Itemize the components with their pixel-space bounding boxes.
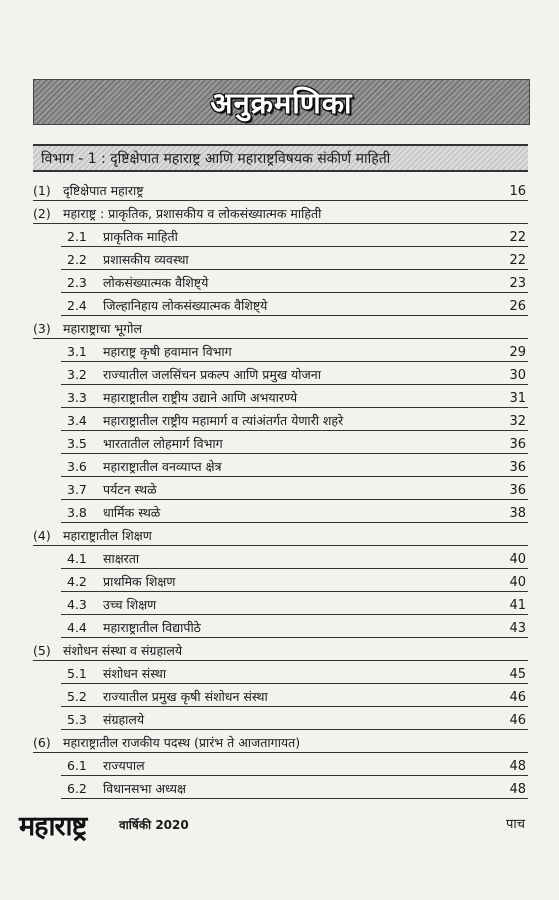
toc-label: महाराष्ट्रातील वनव्याप्त क्षेत्र: [103, 459, 222, 474]
toc-item-row: [61, 408, 528, 431]
toc-number: 5.2: [67, 689, 87, 704]
toc-item-row: [61, 362, 528, 385]
toc-item-row: [61, 431, 528, 454]
toc-chapter-row: [33, 638, 528, 661]
toc-number: 6.1: [67, 758, 87, 773]
toc-label: महाराष्ट्रातील विद्यापीठे: [103, 620, 201, 635]
toc-item-row: [61, 454, 528, 477]
toc-item-row: [61, 224, 528, 247]
toc-page-number: 45: [509, 667, 526, 682]
toc-chapter-row: [33, 316, 528, 339]
toc-page-number: 40: [509, 575, 526, 590]
toc-page-number: 29: [509, 345, 526, 360]
toc-label: भारतातील लोहमार्ग विभाग: [103, 436, 223, 451]
toc-label: महाराष्ट्र कृषी हवामान विभाग: [103, 344, 232, 359]
toc-page-number: 32: [509, 414, 526, 429]
section-heading: [33, 144, 528, 172]
toc-page-number: 22: [509, 230, 526, 245]
toc-item-row: [61, 270, 528, 293]
toc-label: महाराष्ट्रातील राजकीय पदस्थ (प्रारंभ ते आजतागायत): [63, 735, 301, 750]
toc-number: 5.1: [67, 666, 87, 681]
toc-label: महाराष्ट्रातील शिक्षण: [63, 528, 152, 543]
toc-label: महाराष्ट्र : प्राकृतिक, प्रशासकीय व लोकसंख्यात्मक माहिती: [63, 206, 322, 221]
toc-item-row: [61, 385, 528, 408]
toc-number: 3.4: [67, 413, 87, 428]
toc-number: 5.3: [67, 712, 87, 727]
toc-page-number: 22: [509, 253, 526, 268]
toc-page-number: 48: [509, 759, 526, 774]
toc-number: 4.1: [67, 551, 87, 566]
toc-number: 3.1: [67, 344, 87, 359]
toc-number: 3.5: [67, 436, 87, 451]
toc-item-row: [61, 477, 528, 500]
toc-item-row: [61, 546, 528, 569]
toc-page-number: 36: [509, 460, 526, 475]
toc-label: संशोधन संस्था: [103, 666, 167, 681]
toc-page-number: 43: [509, 621, 526, 636]
toc-number: 3.7: [67, 482, 87, 497]
toc-label: राज्यपाल: [103, 758, 145, 773]
section-heading-text: विभाग - 1 : दृष्टिक्षेपात महाराष्ट्र आणि महाराष्ट्रविषयक संकीर्ण माहिती: [41, 150, 391, 167]
toc-item-row: [61, 293, 528, 316]
toc-item-row: [61, 615, 528, 638]
toc-number: (4): [33, 528, 51, 543]
toc-label: साक्षरता: [103, 551, 140, 566]
toc-number: (2): [33, 206, 51, 221]
toc-page-number: 36: [509, 437, 526, 452]
toc-label: उच्च शिक्षण: [103, 597, 157, 612]
toc-number: 4.4: [67, 620, 87, 635]
toc-label: संशोधन संस्था व संग्रहालये: [63, 643, 183, 658]
toc-number: 4.3: [67, 597, 87, 612]
toc-number: (6): [33, 735, 51, 750]
toc-item-row: [61, 339, 528, 362]
toc-label: पर्यटन स्थळे: [103, 482, 157, 497]
toc-number: 2.2: [67, 252, 87, 267]
toc-page-number: 16: [509, 184, 526, 199]
toc-page-number: 26: [509, 299, 526, 314]
table-of-contents: [33, 178, 528, 799]
toc-label: राज्यातील जलसिंचन प्रकल्प आणि प्रमुख योजना: [103, 367, 321, 382]
toc-item-row: [61, 776, 528, 799]
toc-label: महाराष्ट्रातील राष्ट्रीय उद्याने आणि अभयारण्ये: [103, 390, 298, 405]
toc-item-row: [61, 569, 528, 592]
toc-page-number: 31: [509, 391, 526, 406]
toc-number: 2.1: [67, 229, 87, 244]
toc-number: 6.2: [67, 781, 87, 796]
toc-number: 2.3: [67, 275, 87, 290]
toc-label: धार्मिक स्थळे: [103, 505, 161, 520]
toc-page-number: 46: [509, 713, 526, 728]
toc-label: प्राथमिक शिक्षण: [103, 574, 176, 589]
toc-chapter-row: [33, 730, 528, 753]
toc-label: राज्यातील प्रमुख कृषी संशोधन संस्था: [103, 689, 268, 704]
toc-page-number: 38: [509, 506, 526, 521]
toc-number: (1): [33, 183, 51, 198]
toc-label: प्राकृतिक माहिती: [103, 229, 178, 244]
toc-page-number: 46: [509, 690, 526, 705]
toc-number: 3.2: [67, 367, 87, 382]
index-title-banner: [33, 79, 530, 125]
toc-number: 3.8: [67, 505, 87, 520]
page-number-word: पाच: [505, 817, 525, 832]
toc-item-row: [61, 753, 528, 776]
toc-page-number: 41: [509, 598, 526, 613]
toc-item-row: [61, 661, 528, 684]
toc-label: जिल्हानिहाय लोकसंख्यात्मक वैशिष्ट्ये: [103, 298, 268, 313]
toc-page-number: 40: [509, 552, 526, 567]
page-footer: [19, 806, 525, 846]
toc-chapter-row: [33, 523, 528, 546]
toc-label: संग्रहालये: [103, 712, 145, 727]
toc-item-row: [61, 592, 528, 615]
toc-number: 2.4: [67, 298, 87, 313]
toc-item-row: [61, 684, 528, 707]
toc-page-number: 48: [509, 782, 526, 797]
toc-label: लोकसंख्यात्मक वैशिष्ट्ये: [103, 275, 209, 290]
toc-item-row: [61, 247, 528, 270]
publication-logo: महाराष्ट्र: [19, 811, 87, 842]
toc-page-number: 23: [509, 276, 526, 291]
index-title: अनुक्रमणिका: [210, 85, 353, 120]
toc-label: विधानसभा अध्यक्ष: [103, 781, 186, 796]
toc-item-row: [61, 500, 528, 523]
toc-number: (5): [33, 643, 51, 658]
toc-page-number: 30: [509, 368, 526, 383]
toc-chapter-row: [33, 201, 528, 224]
toc-page-number: 36: [509, 483, 526, 498]
publication-edition: वार्षिकी 2020: [119, 818, 189, 832]
toc-label: महाराष्ट्रातील राष्ट्रीय महामार्ग व त्यांअंतर्गत येणारी शहरे: [103, 413, 344, 428]
toc-number: 4.2: [67, 574, 87, 589]
toc-label: दृष्टिक्षेपात महाराष्ट्र: [63, 183, 144, 198]
toc-label: महाराष्ट्राचा भूगोल: [63, 321, 142, 336]
toc-number: 3.6: [67, 459, 87, 474]
toc-label: प्रशासकीय व्यवस्था: [103, 252, 189, 267]
toc-item-row: [61, 707, 528, 730]
toc-chapter-row: [33, 178, 528, 201]
toc-number: (3): [33, 321, 51, 336]
toc-number: 3.3: [67, 390, 87, 405]
